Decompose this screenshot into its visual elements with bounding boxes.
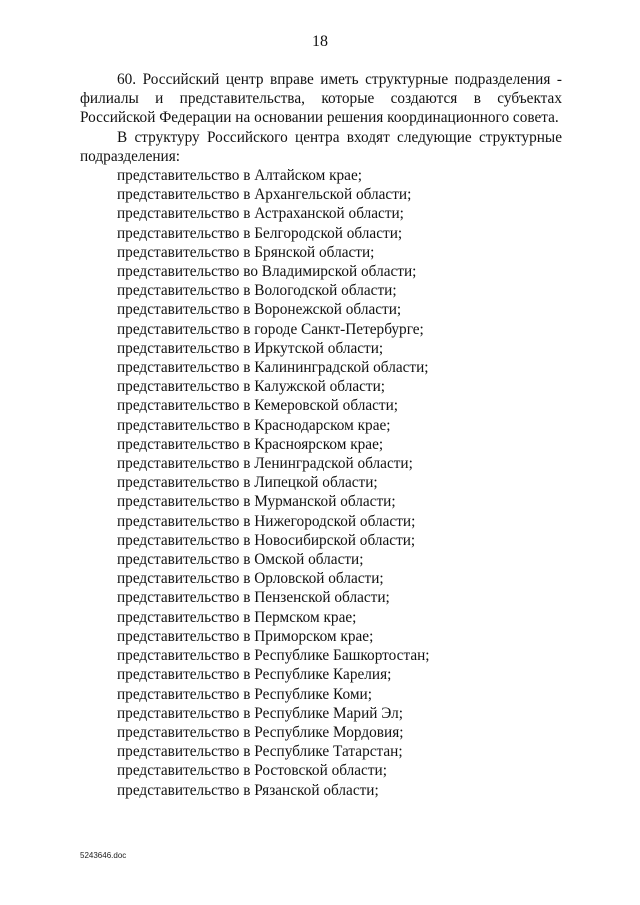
list-item: представительство в Рязанской области; (117, 781, 379, 799)
list-item: представительство в Новосибирской области; (117, 531, 416, 549)
representative-offices-list (80, 166, 562, 800)
list-item: представительство в Калининградской области; (117, 359, 429, 377)
list-item: представительство в Кемеровской области; (117, 397, 399, 415)
page-number: 18 (312, 33, 328, 50)
list-item: представительство в Республике Марий Эл; (117, 704, 404, 722)
list-item: представительство в Республике Карелия; (117, 666, 392, 684)
paragraph-60: 60. Российский центр вправе иметь структурные подразделения - филиалы и представительства, которые создаются в субъектах Российской Федерации на основании решения координационного совета. (80, 71, 562, 127)
list-item: представительство в Липецкой области; (117, 474, 378, 492)
list-item: представительство в Архангельской области; (117, 186, 412, 204)
list-item: представительство в городе Санкт-Петербурге; (117, 320, 424, 338)
list-item: представительство в Вологодской области; (117, 282, 397, 300)
list-item: представительство в Иркутской области; (117, 339, 384, 357)
list-item: представительство в Алтайском крае; (117, 167, 363, 185)
list-item: представительство в Пермском крае; (117, 608, 357, 626)
list-item: представительство в Республике Мордовия; (117, 723, 404, 741)
list-item: представительство во Владимирской области; (117, 263, 417, 281)
paragraph-structure-intro: В структуру Российского центра входят следующие структурные подразделения: (80, 128, 562, 165)
list-item: представительство в Астраханской области; (117, 205, 404, 223)
list-item: представительство в Белгородской области; (117, 224, 403, 242)
list-item: представительство в Ленинградской области; (117, 455, 413, 473)
list-item: представительство в Приморском крае; (117, 627, 374, 645)
document-body (80, 70, 562, 800)
list-item: представительство в Республике Татарстан; (117, 743, 403, 761)
list-item: представительство в Нижегородской области; (117, 512, 416, 530)
list-item: представительство в Республике Башкортостан; (117, 647, 430, 665)
list-item: представительство в Краснодарском крае; (117, 416, 391, 434)
footer-filename: 5243646.doc (80, 851, 127, 860)
list-item: представительство в Омской области; (117, 551, 364, 569)
list-item: представительство в Красноярском крае; (117, 435, 384, 453)
list-item: представительство в Орловской области; (117, 570, 384, 588)
list-item: представительство в Калужской области; (117, 378, 386, 396)
list-item: представительство в Ростовской области; (117, 762, 387, 780)
list-item: представительство в Брянской области; (117, 243, 375, 261)
list-item: представительство в Мурманской области; (117, 493, 396, 511)
list-item: представительство в Пензенской области; (117, 589, 390, 607)
list-item: представительство в Воронежской области; (117, 301, 402, 319)
list-item: представительство в Республике Коми; (117, 685, 372, 703)
